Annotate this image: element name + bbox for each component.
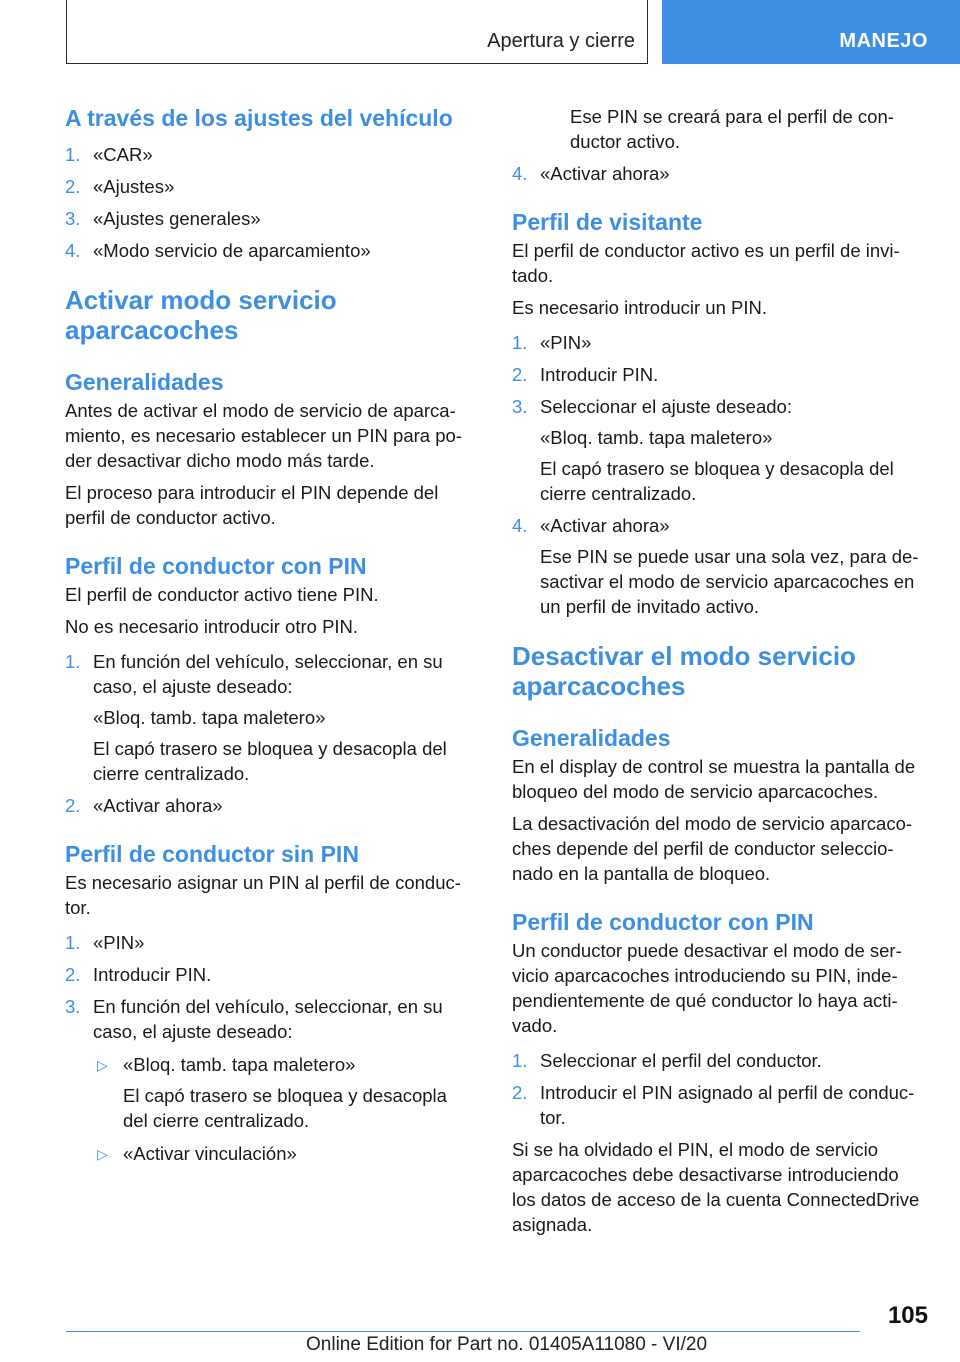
- list-item: 1. Seleccionar el perfil del conductor.: [512, 1050, 822, 1071]
- vehicle-steps-list: [65, 142, 475, 263]
- chapter-tab: [662, 0, 960, 64]
- paragraph: Antes de activar el modo de servicio de aparcamiento, es necesario establecer un PIN para poder desactivar dicho modo más tarde.: [65, 400, 462, 471]
- left-column: [65, 100, 475, 1166]
- bullet-item: ▷ «Activar vinculación»: [93, 1141, 475, 1166]
- list-item: 1. «PIN»: [512, 332, 592, 353]
- paragraph: El perfil de conductor activo es un perfil de invitado.: [512, 240, 900, 286]
- paragraph: Es necesario introducir un PIN.: [512, 297, 768, 318]
- deactivate-steps-list: [512, 1048, 926, 1130]
- list-item: 4. «Modo servicio de aparcamiento»: [65, 240, 371, 261]
- triangle-bullet-icon: ▷: [97, 1146, 108, 1162]
- paragraph: En el display de control se muestra la pantalla de bloqueo del modo de servicio aparcacoches.: [512, 756, 916, 802]
- list-item: 1. «CAR»: [65, 144, 153, 165]
- heading-general: Generalidades: [512, 725, 671, 751]
- paragraph: El proceso para introducir el PIN depende del perfil de conductor activo.: [65, 482, 439, 528]
- heading-with-pin: Perfil de conductor con PIN: [512, 909, 814, 935]
- paragraph: La desactivación del modo de servicio aparcacoches depende del perfil de conductor seleccionado en la pantalla de bloqueo.: [512, 813, 913, 884]
- page-header: [0, 0, 960, 66]
- list-item: 1. «PIN»: [65, 932, 145, 953]
- section-title: Apertura y cierre: [487, 30, 635, 52]
- list-item: 2. Introducir PIN.: [65, 964, 212, 985]
- list-item: 2. «Activar ahora»: [65, 795, 223, 816]
- with-pin-steps-list: [65, 649, 475, 818]
- heading-deactivate: Desactivar el modo servicio aparcacoches: [512, 641, 856, 701]
- heading-activate: Activar modo servicio aparcacoches: [65, 285, 337, 345]
- right-column: [512, 100, 926, 1237]
- paragraph: Si se ha olvidado el PIN, el modo de servicio aparcacoches debe desactivarse introduciendo los datos de acceso de la cuenta ConnectedDrive asignada.: [512, 1139, 920, 1235]
- edition-note: Online Edition for Part no. 01405A11080 - VI/20: [306, 1334, 708, 1355]
- list-item: 4. «Activar ahora» Ese PIN se puede usar una sola vez, para desactivar el modo de servicio aparcacoches en un perfil de invitado activo.: [512, 515, 919, 617]
- paragraph: El perfil de conductor activo tiene PIN.: [65, 584, 379, 605]
- list-item: 2. Introducir el PIN asignado al perfil de conductor.: [512, 1082, 915, 1128]
- paragraph: Es necesario asignar un PIN al perfil de conductor.: [65, 872, 461, 918]
- option-bullets: [93, 1052, 475, 1166]
- heading-with-pin: Perfil de conductor con PIN: [65, 553, 367, 579]
- list-item: 3. En función del vehículo, seleccionar, en su caso, el ajuste deseado: ▷ «Bloq. tamb. tapa maletero» El capó trasero se bloquea y desacopla del cierre centralizado. ▷ «Activar vinculación»: [65, 994, 475, 1166]
- paragraph: Un conductor puede desactivar el modo de servicio aparcacoches introduciendo su PIN, independientemente de qué conductor lo haya activado.: [512, 940, 902, 1036]
- heading-visitor: Perfil de visitante: [512, 209, 703, 235]
- continued-steps-list: [512, 161, 926, 186]
- paragraph: Ese PIN se creará para el perfil de conductor activo.: [570, 106, 894, 152]
- list-item: 4. «Activar ahora»: [512, 163, 670, 184]
- heading-vehicle-settings: A través de los ajustes del vehículo: [65, 105, 453, 131]
- list-item: 3. Seleccionar el ajuste deseado: «Bloq. tamb. tapa maletero» El capó trasero se bloquea y desacopla del cierre centralizado.: [512, 396, 894, 504]
- list-item: 2. Introducir PIN.: [512, 364, 659, 385]
- section-tab: [66, 0, 648, 64]
- list-item: 2. «Ajustes»: [65, 176, 175, 197]
- heading-general: Generalidades: [65, 369, 224, 395]
- triangle-bullet-icon: ▷: [97, 1057, 108, 1073]
- paragraph: No es necesario introducir otro PIN.: [65, 616, 359, 637]
- list-item: 3. «Ajustes generales»: [65, 208, 261, 229]
- bullet-item: ▷ «Bloq. tamb. tapa maletero» El capó trasero se bloquea y desacopla del cierre centralizado.: [97, 1054, 447, 1131]
- without-pin-steps-list: [65, 930, 475, 1166]
- heading-without-pin: Perfil de conductor sin PIN: [65, 841, 359, 867]
- chapter-title: MANEJO: [839, 30, 928, 52]
- page-number: 105: [887, 1302, 928, 1329]
- footer-divider: [66, 1331, 860, 1332]
- visitor-steps-list: [512, 330, 926, 619]
- list-item: 1. En función del vehículo, seleccionar, en su caso, el ajuste deseado: «Bloq. tamb. tapa maletero» El capó trasero se bloquea y desacopla del cierre centralizado.: [65, 651, 447, 784]
